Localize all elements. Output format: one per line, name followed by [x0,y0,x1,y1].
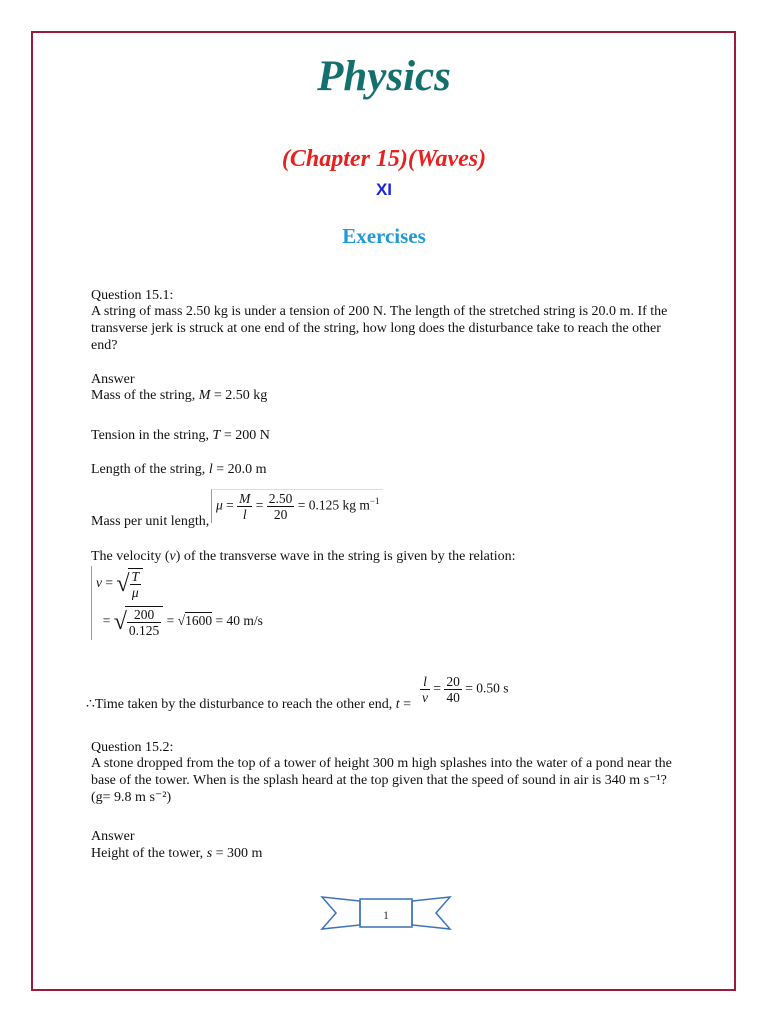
question-label: Question 15.2: [91,740,174,755]
velocity-relation-text: The velocity (v) of the transverse wave in the string is given by the relation: [91,549,516,564]
question-text: A stone dropped from the top of a tower of height 300 m high splashes into the water of a pond near the base of the tower. When is the splash heard at the top given that the speed of sound in air is 340 m s⁻¹? (g= 9.8 m s⁻²) [91,756,672,805]
question-label: Question 15.1: [91,288,174,303]
answer-label: Answer [91,829,135,844]
section-heading: Exercises [342,224,426,248]
answer-label: Answer [91,372,135,387]
question-text: A string of mass 2.50 kg is under a tension of 200 N. The length of the stretched string is 20.0 m. If the transverse jerk is struck at one end of the string, how long does the disturbance take to reach the other end? [91,304,668,353]
class-label: XI [375,180,393,199]
mass-line: Mass of the string, M = 2.50 kg [91,388,268,403]
mass-per-unit-length-label: Mass per unit length, [91,514,210,529]
page-title: Physics [317,53,451,100]
page-number-ribbon [320,893,452,938]
length-line: Length of the string, l = 20.0 m [91,462,267,477]
mass-per-length-equation: μ = $\frac{M}{l}$ = $\frac{2.50}{20}$ = 0.125 kg $m^{-1}$ [211,489,383,523]
height-line: Height of the tower, s = 300 m [91,846,263,861]
time-taken-line: ∴Time taken by the disturbance to reach the other end, t = [86,697,415,712]
time-equation: $\frac{l}{v}$ = $\frac{20}{40}$ = 0.50 s [422,674,509,705]
velocity-equation: v = √ $\frac{T}{\mu}$ = √ $\frac{200}{0.125}$ = √1600 = 40 m/s [91,566,267,640]
page-number: 1 [383,908,389,922]
ribbon-icon [320,893,452,933]
tension-line: Tension in the string, T = 200 N [91,428,270,443]
chapter-heading: (Chapter 15)(Waves) [281,146,487,172]
